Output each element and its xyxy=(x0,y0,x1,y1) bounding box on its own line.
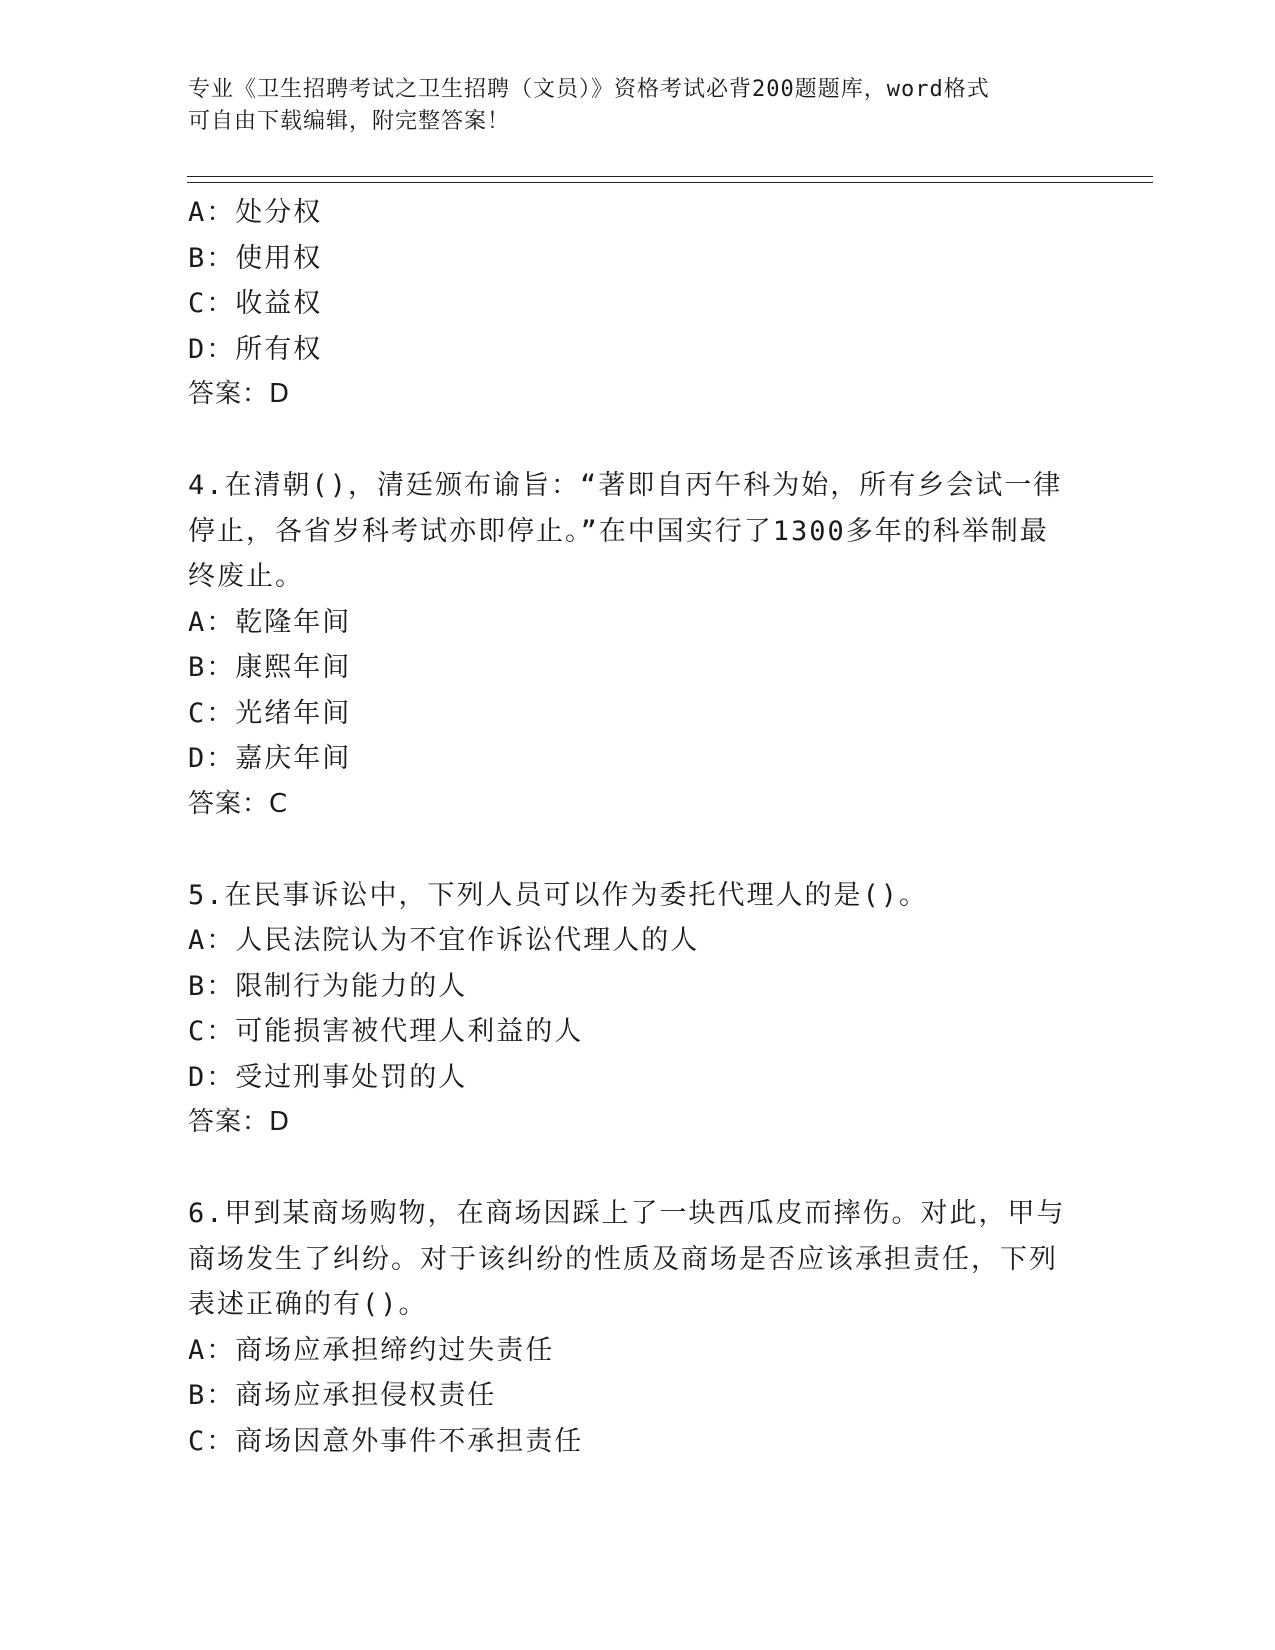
option-c: C：光绪年间 xyxy=(188,697,352,729)
option-c: C：商场因意外事件不承担责任 xyxy=(188,1425,584,1457)
answer: 答案：D xyxy=(188,379,291,409)
question-stem-line: 4.在清朝()，清廷颁布谕旨：“著即自丙午科为始，所有乡会试一律 xyxy=(188,470,1063,501)
option-d: D：所有权 xyxy=(188,333,323,365)
option-a: A：人民法院认为不宜作诉讼代理人的人 xyxy=(188,925,700,956)
answer: 答案：D xyxy=(188,1107,291,1137)
question-4 xyxy=(188,463,1088,827)
option-c: C：可能损害被代理人利益的人 xyxy=(188,1016,584,1047)
option-a: A：乾隆年间 xyxy=(188,606,352,638)
answer: 答案：C xyxy=(188,788,289,819)
header-rule-top xyxy=(187,176,1153,177)
option-a: A：处分权 xyxy=(188,197,323,228)
question-stem-line: 停止，各省岁科考试亦即停止。”在中国实行了1300多年的科举制最 xyxy=(188,515,1049,547)
question-3 xyxy=(188,190,1088,418)
question-stem-line: 6.甲到某商场购物，在商场因踩上了一块西瓜皮而摔伤。对此，甲与 xyxy=(188,1198,1066,1229)
option-b: B：限制行为能力的人 xyxy=(188,970,468,1002)
option-b: B：使用权 xyxy=(188,242,323,274)
question-stem-line: 表述正确的有()。 xyxy=(188,1289,428,1320)
question-stem-line: 终废止。 xyxy=(188,561,304,592)
question-list xyxy=(188,190,1088,1464)
spacer xyxy=(188,418,1088,464)
option-d: D：嘉庆年间 xyxy=(188,743,352,774)
question-6 xyxy=(188,1191,1088,1464)
option-a: A：商场应承担缔约过失责任 xyxy=(188,1334,555,1366)
option-b: B：康熙年间 xyxy=(188,652,352,683)
header-line-2: 可自由下载编辑，附完整答案！ xyxy=(188,109,511,134)
header-line-1: 专业《卫生招聘考试之卫生招聘（文员）》资格考试必背200题题库，word格式 xyxy=(188,77,990,102)
spacer xyxy=(188,1146,1088,1192)
option-c: C：收益权 xyxy=(188,288,323,319)
question-5 xyxy=(188,873,1088,1146)
question-stem-line: 5.在民事诉讼中，下列人员可以作为委托代理人的是()。 xyxy=(188,879,929,911)
option-b: B：商场应承担侵权责任 xyxy=(188,1380,497,1411)
spacer xyxy=(188,827,1088,873)
page-header xyxy=(188,74,1088,138)
question-stem-line: 商场发生了纠纷。对于该纠纷的性质及商场是否应该承担责任，下列 xyxy=(188,1243,1058,1275)
header-rule-bottom xyxy=(187,182,1153,183)
option-d: D：受过刑事处罚的人 xyxy=(188,1061,468,1093)
